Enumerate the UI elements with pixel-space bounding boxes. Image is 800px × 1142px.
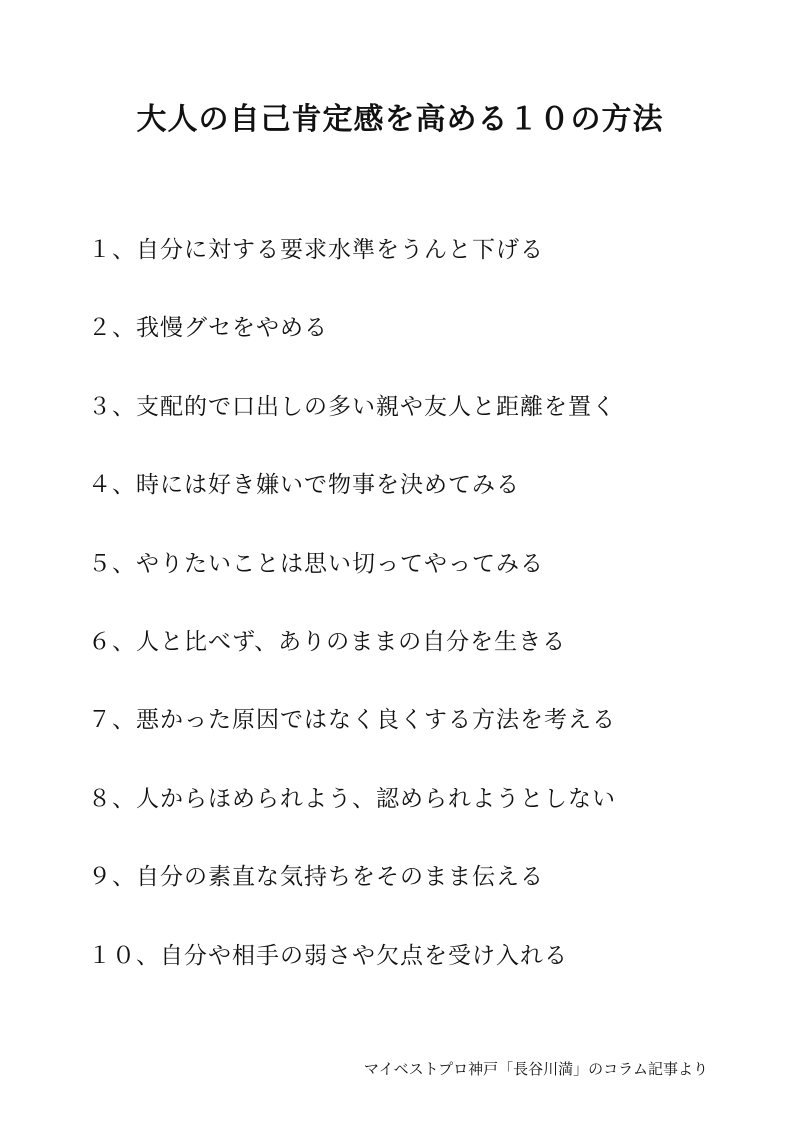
list-item-4: ４、時には好き嫌いで物事を決めてみる: [88, 472, 520, 499]
list-item-1: １、自分に対する要求水準をうんと下げる: [88, 237, 544, 263]
list-item-9: ９、自分の素直な気持ちをそのまま伝える: [88, 864, 544, 891]
list-item-2: ２、我慢グセをやめる: [88, 315, 328, 342]
list-item-8: ８、人からほめられよう、認められようとしない: [88, 785, 616, 812]
list-item-5: ５、やりたいことは思い切ってやってみる: [88, 550, 544, 577]
list-item-3: ３、支配的で口出しの多い親や友人と距離を置く: [88, 393, 616, 420]
list-item-10: １０、自分や相手の弱さや欠点を受け入れる: [88, 942, 568, 969]
page-title: 大人の自己肯定感を高める１０の方法: [136, 102, 664, 138]
source-note: マイベストプロ神戸「長谷川満」のコラム記事より: [363, 1060, 708, 1078]
list-item-6: ６、人と比べず、ありのままの自分を生きる: [88, 628, 567, 655]
list-item-7: ７、悪かった原因ではなく良くする方法を考える: [88, 707, 616, 734]
method-list: [88, 232, 768, 1016]
